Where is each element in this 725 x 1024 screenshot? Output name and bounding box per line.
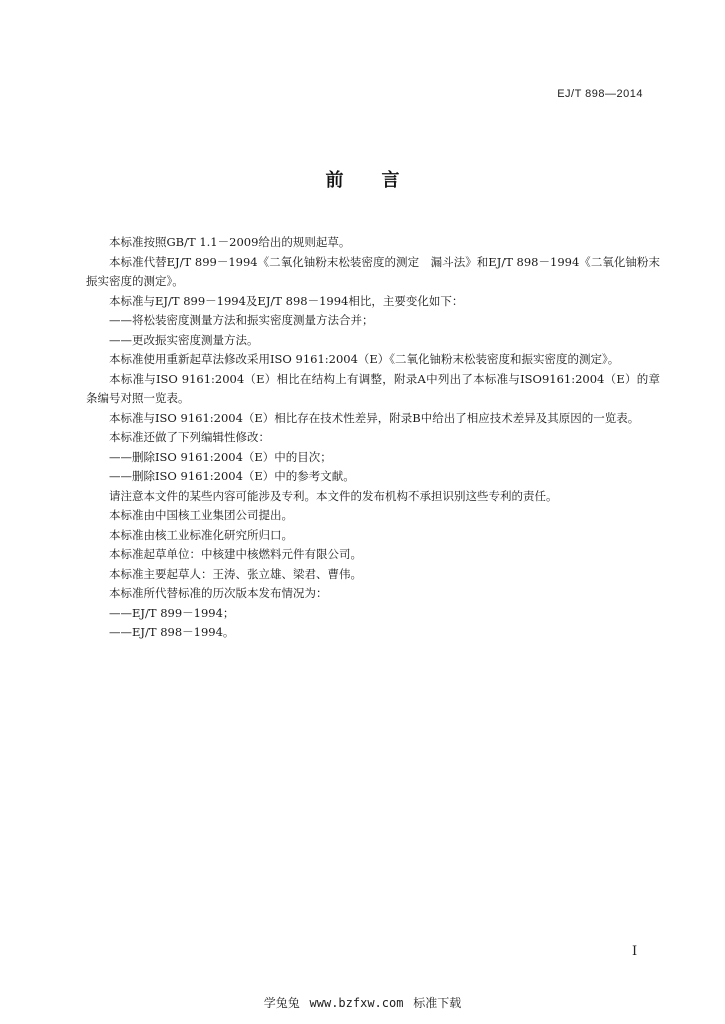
list-item: ——删除ISO 9161:2004（E）中的目次； [109, 449, 332, 464]
paragraph: 本标准与ISO 9161:2004（E）相比在结构上有调整，附录A中列出了本标准与ISO9161:2004（E）的章条编号对照一览表。 [86, 371, 660, 405]
paragraph: 本标准使用重新起草法修改采用ISO 9161:2004（E）《二氧化铀粉末松装密度和振实密度的测定》。 [109, 352, 620, 366]
list-item: ——更改振实密度测量方法。 [109, 332, 259, 347]
standard-code: EJ/T 898—2014 [557, 88, 643, 100]
list-item: ——将松装密度测量方法和振实密度测量方法合并； [109, 313, 374, 327]
paragraph: 请注意本文件的某些内容可能涉及专利。本文件的发布机构不承担识别这些专利的责任。 [109, 488, 558, 503]
list-item: ——删除ISO 9161:2004（E）中的参考文献。 [109, 469, 355, 483]
paragraph: 本标准代替EJ/T 899－1994《二氧化铀粉末松装密度的测定 漏斗法》和EJ/T 898－1994《二氧化铀粉末振实密度的测定》。 [86, 254, 660, 288]
paragraph: 本标准由核工业标准化研究所归口。 [109, 527, 293, 542]
footer-url-link[interactable]: www.bzfxw.com [309, 996, 404, 1010]
paragraph: 本标准还做了下列编辑性修改： [109, 430, 270, 444]
paragraph: 本标准由中国核工业集团公司提出。 [109, 508, 293, 522]
paragraph: 本标准与ISO 9161:2004（E）相比存在技术性差异，附录B中给出了相应技术差异及其原因的一览表。 [109, 410, 640, 425]
footer-watermark [0, 994, 725, 1011]
paragraph: 本标准主要起草人：王涛、张立雄、梁君、曹伟。 [109, 566, 362, 581]
list-item: ——EJ/T 899－1994； [109, 605, 235, 620]
list-item: ——EJ/T 898－1994。 [109, 625, 235, 639]
page-title: 前言 [325, 170, 438, 191]
paragraph: 本标准按照GB/T 1.1－2009给出的规则起草。 [109, 235, 351, 249]
paragraph: 本标准所代替标准的历次版本发布情况为： [109, 586, 328, 600]
page-number: I [632, 944, 638, 959]
footer-site-name: 学兔兔 [263, 996, 300, 1010]
paragraph: 本标准与EJ/T 899－1994及EJ/T 898－1994相比，主要变化如下： [109, 293, 464, 308]
paragraph: 本标准起草单位：中核建中核燃料元件有限公司。 [109, 547, 362, 561]
foreword-body [86, 233, 660, 643]
footer-label: 标准下载 [413, 996, 462, 1010]
